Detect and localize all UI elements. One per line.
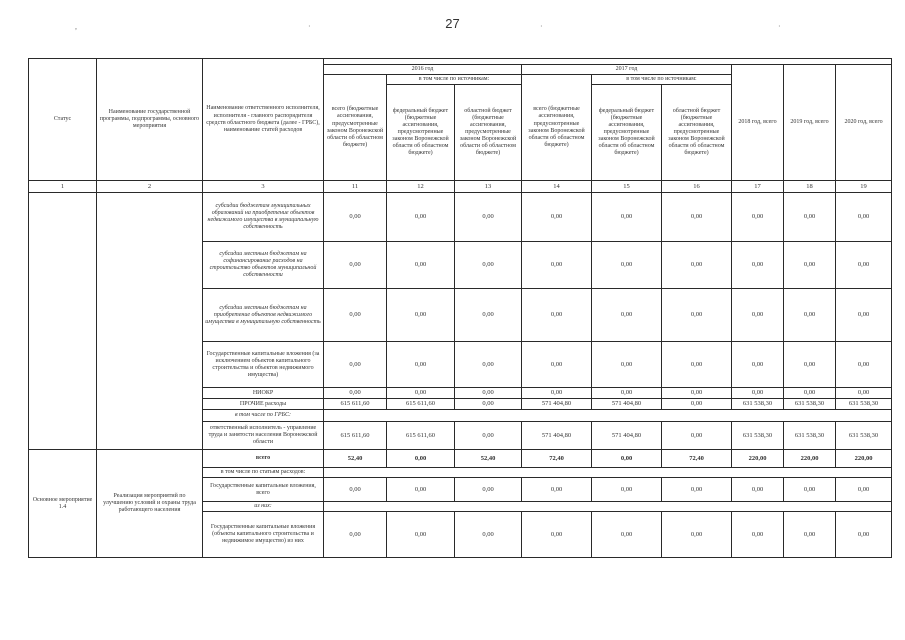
row-label: в том числе по ГРБС: [203,410,324,422]
cell-value: 0,00 [732,289,784,342]
cell-value: 0,00 [455,193,522,242]
header-total-2016: всего (бюджетные ассигнования, предусмотренные законом Воронежской области об областном бюджете) [324,75,387,181]
header-year-2017: 2017 год [522,65,732,75]
cell-value: 0,00 [522,388,592,399]
cell-value: 0,00 [784,342,836,388]
col-number: 17 [732,181,784,193]
cell-value: 0,00 [836,193,892,242]
header-regional-2016: областной бюджет (бюджетные ассигнования, предусмотренные законом Воронежской области об областном бюджете) [455,85,522,181]
cell-value: 0,00 [662,193,732,242]
cell-value: 0,00 [324,193,387,242]
row-label: Государственные капитальные вложения (за исключением объектов капитального строительства и объектов недвижимого имущества) [203,342,324,388]
cell-value: 220,00 [732,450,784,468]
cell-value: 0,00 [522,242,592,289]
row-label: Государственные капитальные вложения, всего [203,478,324,502]
empty-span-row [324,410,892,422]
cell-value: 0,00 [592,342,662,388]
cell-value: 631 538,30 [784,422,836,450]
cell-value: 0,00 [387,478,455,502]
col-number: 19 [836,181,892,193]
row-label: всего [203,450,324,468]
cell-value: 571 404,80 [522,399,592,410]
cell-value: 631 538,30 [732,422,784,450]
cell-value: 52,40 [455,450,522,468]
header-program-name: Наименование государственной программы, подпрограммы, основного мероприятия [97,59,203,181]
budget-table [28,58,892,558]
header-year-2019: 2019 год, всего [784,65,836,181]
cell-value: 571 404,80 [592,422,662,450]
row-label: субсидии местным бюджетам на приобретение объектов недвижимого имущества в муниципальную собственность [203,289,324,342]
cell-value: 220,00 [784,450,836,468]
cell-value: 0,00 [522,512,592,558]
cell-value: 615 611,60 [387,399,455,410]
cell-value: 631 538,30 [784,399,836,410]
cell-value: 0,00 [836,512,892,558]
cell-value: 0,00 [455,512,522,558]
cell-value: 631 538,30 [836,399,892,410]
cell-value: 0,00 [522,342,592,388]
cell-value: 0,00 [784,512,836,558]
cell-value: 0,00 [784,388,836,399]
cell-value: 0,00 [324,512,387,558]
cell-value: 0,00 [455,289,522,342]
cell-value: 615 611,60 [387,422,455,450]
header-total-2017: всего (бюджетные ассигнования, предусмотренные законом Воронежской области об областном бюджете) [522,75,592,181]
cell-value: 0,00 [784,289,836,342]
cell-value: 0,00 [662,399,732,410]
cell-value: 0,00 [662,388,732,399]
empty-span-row [324,468,892,478]
row-label: субсидии бюджетам муниципальных образований на приобретение объектов недвижимого имущества в муниципальную собственность [203,193,324,242]
cell-value: 0,00 [455,422,522,450]
cell-value: 0,00 [522,289,592,342]
event-name: Реализация мероприятий по улучшению условий и охраны труда работающего населения [97,450,203,558]
col-number: 18 [784,181,836,193]
cell-value: 0,00 [836,242,892,289]
cell-value: 615 611,60 [324,422,387,450]
col-number: 11 [324,181,387,193]
cell-value: 0,00 [387,388,455,399]
cell-value: 0,00 [592,478,662,502]
cell-value: 0,00 [522,193,592,242]
event-status: Основное мероприятие 1.4 [29,450,97,558]
cell-value: 0,00 [836,478,892,502]
cell-value: 0,00 [784,242,836,289]
cell-value: 0,00 [732,342,784,388]
col-number: 15 [592,181,662,193]
cell-value: 220,00 [836,450,892,468]
cell-value: 0,00 [324,342,387,388]
header-federal-2016: федеральный бюджет (бюджетные ассигнования, предусмотренные законом Воронежской области об областном бюджете) [387,85,455,181]
cell-value: 0,00 [662,478,732,502]
cell-value: 0,00 [732,388,784,399]
cell-value: 0,00 [732,512,784,558]
header-year-2018: 2018 год, всего [732,65,784,181]
cell-value: 0,00 [836,388,892,399]
cell-value: 0,00 [522,478,592,502]
col-number: 12 [387,181,455,193]
cell-value: 0,00 [592,289,662,342]
cell-value: 52,40 [324,450,387,468]
cell-value: 0,00 [662,422,732,450]
scan-mark: · [308,22,311,31]
cell-value: 0,00 [732,242,784,289]
cell-value: 0,00 [455,388,522,399]
cell-value: 0,00 [324,242,387,289]
cell-value: 0,00 [387,450,455,468]
scan-mark: , [75,22,77,31]
header-year-2020: 2020 год, всего [836,65,892,181]
cell-value: 0,00 [592,512,662,558]
col-number: 14 [522,181,592,193]
cell-value: 0,00 [592,450,662,468]
cell-value: 72,40 [522,450,592,468]
cell-value: 0,00 [455,478,522,502]
page-number: 27 [445,16,460,31]
cell-value: 0,00 [455,399,522,410]
row-label: ПРОЧИЕ расходы [203,399,324,410]
header-incl-sources-2016: в том числе по источникам: [387,75,522,85]
cell-value: 0,00 [455,342,522,388]
cell-value: 0,00 [455,242,522,289]
empty-span-row [324,502,892,512]
col-number: 2 [97,181,203,193]
cell-value: 0,00 [324,478,387,502]
cell-value: 0,00 [662,342,732,388]
cell-value: 0,00 [732,193,784,242]
scan-mark: · [540,22,543,31]
cell-value: 0,00 [662,242,732,289]
continued-status-cell [29,193,97,450]
cell-value: 0,00 [387,193,455,242]
cell-value: 0,00 [784,478,836,502]
header-incl-sources-2017: в том числе по источникам: [592,75,732,85]
row-label: ответственный исполнитель - управление труда и занятости населения Воронежской области [203,422,324,450]
row-label: в том числе по статьям расходов: [203,468,324,478]
cell-value: 0,00 [836,342,892,388]
cell-value: 0,00 [662,512,732,558]
header-status: Статус [29,59,97,181]
cell-value: 0,00 [387,512,455,558]
header-regional-2017: областной бюджет (бюджетные ассигнования, предусмотренные законом Воронежской области об областном бюджете) [662,85,732,181]
cell-value: 0,00 [387,342,455,388]
scan-mark: · [778,22,781,31]
cell-value: 631 538,30 [732,399,784,410]
col-number: 3 [203,181,324,193]
cell-value: 0,00 [387,242,455,289]
cell-value: 0,00 [662,289,732,342]
cell-value: 0,00 [732,478,784,502]
row-label: НИОКР [203,388,324,399]
row-label: из них: [203,502,324,512]
cell-value: 571 404,80 [522,422,592,450]
row-label: Государственные капитальные вложения (объекты капитального строительства и недвижимое имущество) из них [203,512,324,558]
cell-value: 0,00 [784,193,836,242]
cell-value: 0,00 [324,388,387,399]
col-number: 16 [662,181,732,193]
cell-value: 571 404,80 [592,399,662,410]
col-number: 1 [29,181,97,193]
cell-value: 0,00 [387,289,455,342]
col-number: 13 [455,181,522,193]
cell-value: 0,00 [324,289,387,342]
header-executor: Наименование ответственного исполнителя, исполнителя - главного распорядителя средств областного бюджета (далее - ГРБС), наименование статей расходов [203,59,324,181]
header-year-2016: 2016 год [324,65,522,75]
cell-value: 631 538,30 [836,422,892,450]
cell-value: 0,00 [836,289,892,342]
cell-value: 72,40 [662,450,732,468]
continued-program-cell [97,193,203,450]
cell-value: 615 611,60 [324,399,387,410]
cell-value: 0,00 [592,242,662,289]
cell-value: 0,00 [592,388,662,399]
row-label: субсидии местным бюджетам на софинансирование расходов на строительство объектов муниципальной собственности [203,242,324,289]
header-federal-2017: федеральный бюджет (бюджетные ассигнования, предусмотренные законом Воронежской области об областном бюджете) [592,85,662,181]
cell-value: 0,00 [592,193,662,242]
